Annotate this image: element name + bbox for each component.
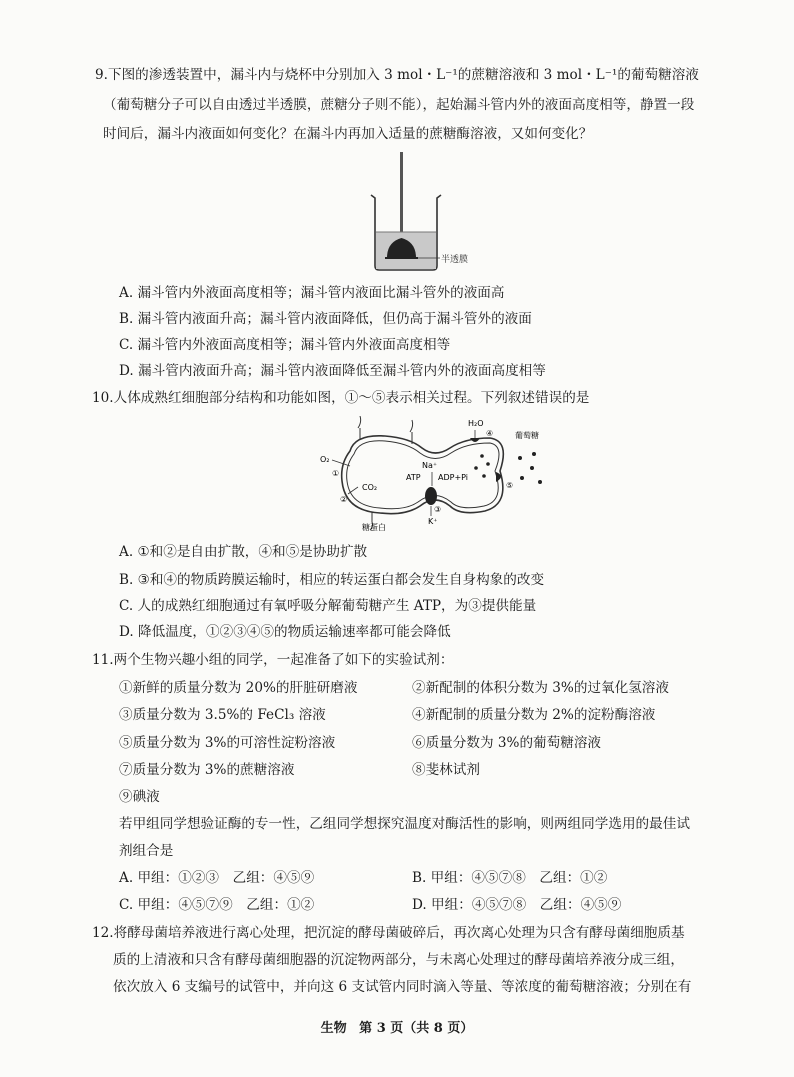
q9-option-d: D. 漏斗管内液面升高；漏斗管内液面降低至漏斗管内外的液面高度相等 xyxy=(119,363,546,379)
q9-stem-line1: 9.下图的渗透装置中，漏斗内与烧杯中分别加入 3 mol・L⁻¹的蔗糖溶液和 3 mol・L⁻¹的葡萄糖溶液 xyxy=(95,67,699,83)
atp-label: ATP xyxy=(406,473,421,482)
cell-membrane-inner xyxy=(347,441,499,509)
q10-option-b: B. ③和④的物质跨膜运输时，相应的转运蛋白都会发生自身构象的改变 xyxy=(119,572,545,588)
q11-option-d: D. 甲组：④⑤⑦⑧ 乙组：④⑤⑨ xyxy=(412,897,622,913)
co2-label: CO₂ xyxy=(362,483,378,492)
na-k-pump xyxy=(425,487,437,505)
glycoprotein-top-mid xyxy=(410,420,413,444)
q11-option-a: A. 甲组：①②③ 乙组：④⑤⑨ xyxy=(119,870,315,886)
q12-stem-line1: 12.将酵母菌培养液进行离心处理，把沉淀的酵母菌破碎后，再次离心处理为只含有酵母菌细胞质基 xyxy=(92,925,685,941)
q12-stem-line2: 质的上清液和只含有酵母菌细胞器的沉淀物两部分，与未离心处理过的酵母菌培养液分成三组， xyxy=(113,952,684,968)
footer-subject: 生物 xyxy=(320,1021,347,1036)
reagent-1: ①新鲜的质量分数为 20%的肝脏研磨液 xyxy=(119,680,358,696)
o2-label: O₂ xyxy=(320,455,330,464)
glycoprotein-top-left xyxy=(358,416,361,440)
k-label: K⁺ xyxy=(428,517,438,526)
reagent-5: ⑤质量分数为 3%的可溶性淀粉溶液 xyxy=(119,735,336,751)
process-3-label: ③ xyxy=(434,505,442,514)
reagent-8: ⑧斐林试剂 xyxy=(412,762,480,778)
reagent-6: ⑥质量分数为 3%的葡萄糖溶液 xyxy=(412,735,602,751)
process-2-label: ② xyxy=(340,495,348,504)
q9-stem-line3: 时间后，漏斗内液面如何变化？在漏斗内再加入适量的蔗糖酶溶液，又如何变化？ xyxy=(103,126,593,142)
q11-stem: 11.两个生物兴趣小组的同学，一起准备了如下的实验试剂： xyxy=(92,652,454,668)
q9-option-a: A. 漏斗管内外液面高度相等；漏斗管内液面比漏斗管外的液面高 xyxy=(119,285,505,301)
q12-stem-line3: 依次放入 6 支编号的试管中，并向这 6 支试管内同时滴入等量、等浓度的葡萄糖溶液；分别在有 xyxy=(113,979,692,995)
reagent-9: ⑨碘液 xyxy=(119,789,160,805)
q9-stem-line2: （葡萄糖分子可以自由透过半透膜，蔗糖分子则不能），起始漏斗管内外的液面高度相等，静置一段 xyxy=(103,97,695,113)
reagent-2: ②新配制的体积分数为 3%的过氧化氢溶液 xyxy=(412,680,669,696)
cell-membrane-outer xyxy=(342,436,504,514)
red-blood-cell-figure xyxy=(310,416,560,534)
reagent-4: ④新配制的质量分数为 2%的淀粉酶溶液 xyxy=(412,707,656,723)
na-label: Na⁺ xyxy=(422,461,438,470)
glucose-label: 葡萄糖 xyxy=(515,431,539,440)
q11-option-b: B. 甲组：④⑤⑦⑧ 乙组：①② xyxy=(412,870,608,886)
adp-label: ADP+Pi xyxy=(438,473,469,482)
membrane-label: 半透膜 xyxy=(441,255,469,265)
q11-option-c: C. 甲组：④⑤⑦⑨ 乙组：①② xyxy=(119,897,315,913)
footer-page-number: 第 3 页（共 8 页） xyxy=(359,1021,474,1036)
q10-option-d: D. 降低温度，①②③④⑤的物质运输速率都可能会降低 xyxy=(119,624,451,640)
q10-option-c: C. 人的成熟红细胞通过有氧呼吸分解葡萄糖产生 ATP，为③提供能量 xyxy=(119,598,537,614)
q9-option-b: B. 漏斗管内液面升高；漏斗管内液面降低，但仍高于漏斗管外的液面 xyxy=(119,311,532,327)
reagent-3: ③质量分数为 3.5%的 FeCl₃ 溶液 xyxy=(119,707,326,723)
water-channel xyxy=(470,438,480,442)
page-footer xyxy=(0,1017,794,1036)
q11-question-line1: 若甲组同学想验证酶的专一性，乙组同学想探究温度对酶活性的影响，则两组同学选用的最佳试 xyxy=(119,816,690,832)
process-1-label: ① xyxy=(332,469,340,478)
reagent-7: ⑦质量分数为 3%的蔗糖溶液 xyxy=(119,762,295,778)
osmosis-apparatus-figure xyxy=(365,150,485,275)
process-5-label: ⑤ xyxy=(506,481,514,490)
q9-option-c: C. 漏斗管内外液面高度相等；漏斗管内外液面高度相等 xyxy=(119,337,451,353)
process-4-label: ④ xyxy=(486,429,494,438)
q10-stem: 10.人体成熟红细胞部分结构和功能如图，①～⑤表示相关过程。下列叙述错误的是 xyxy=(92,390,590,406)
glycoprotein-label: 糖蛋白 xyxy=(362,523,386,532)
q10-option-a: A. ①和②是自由扩散，④和⑤是协助扩散 xyxy=(119,544,368,560)
h2o-label: H₂O xyxy=(468,419,484,428)
q11-question-line2: 剂组合是 xyxy=(119,843,174,859)
